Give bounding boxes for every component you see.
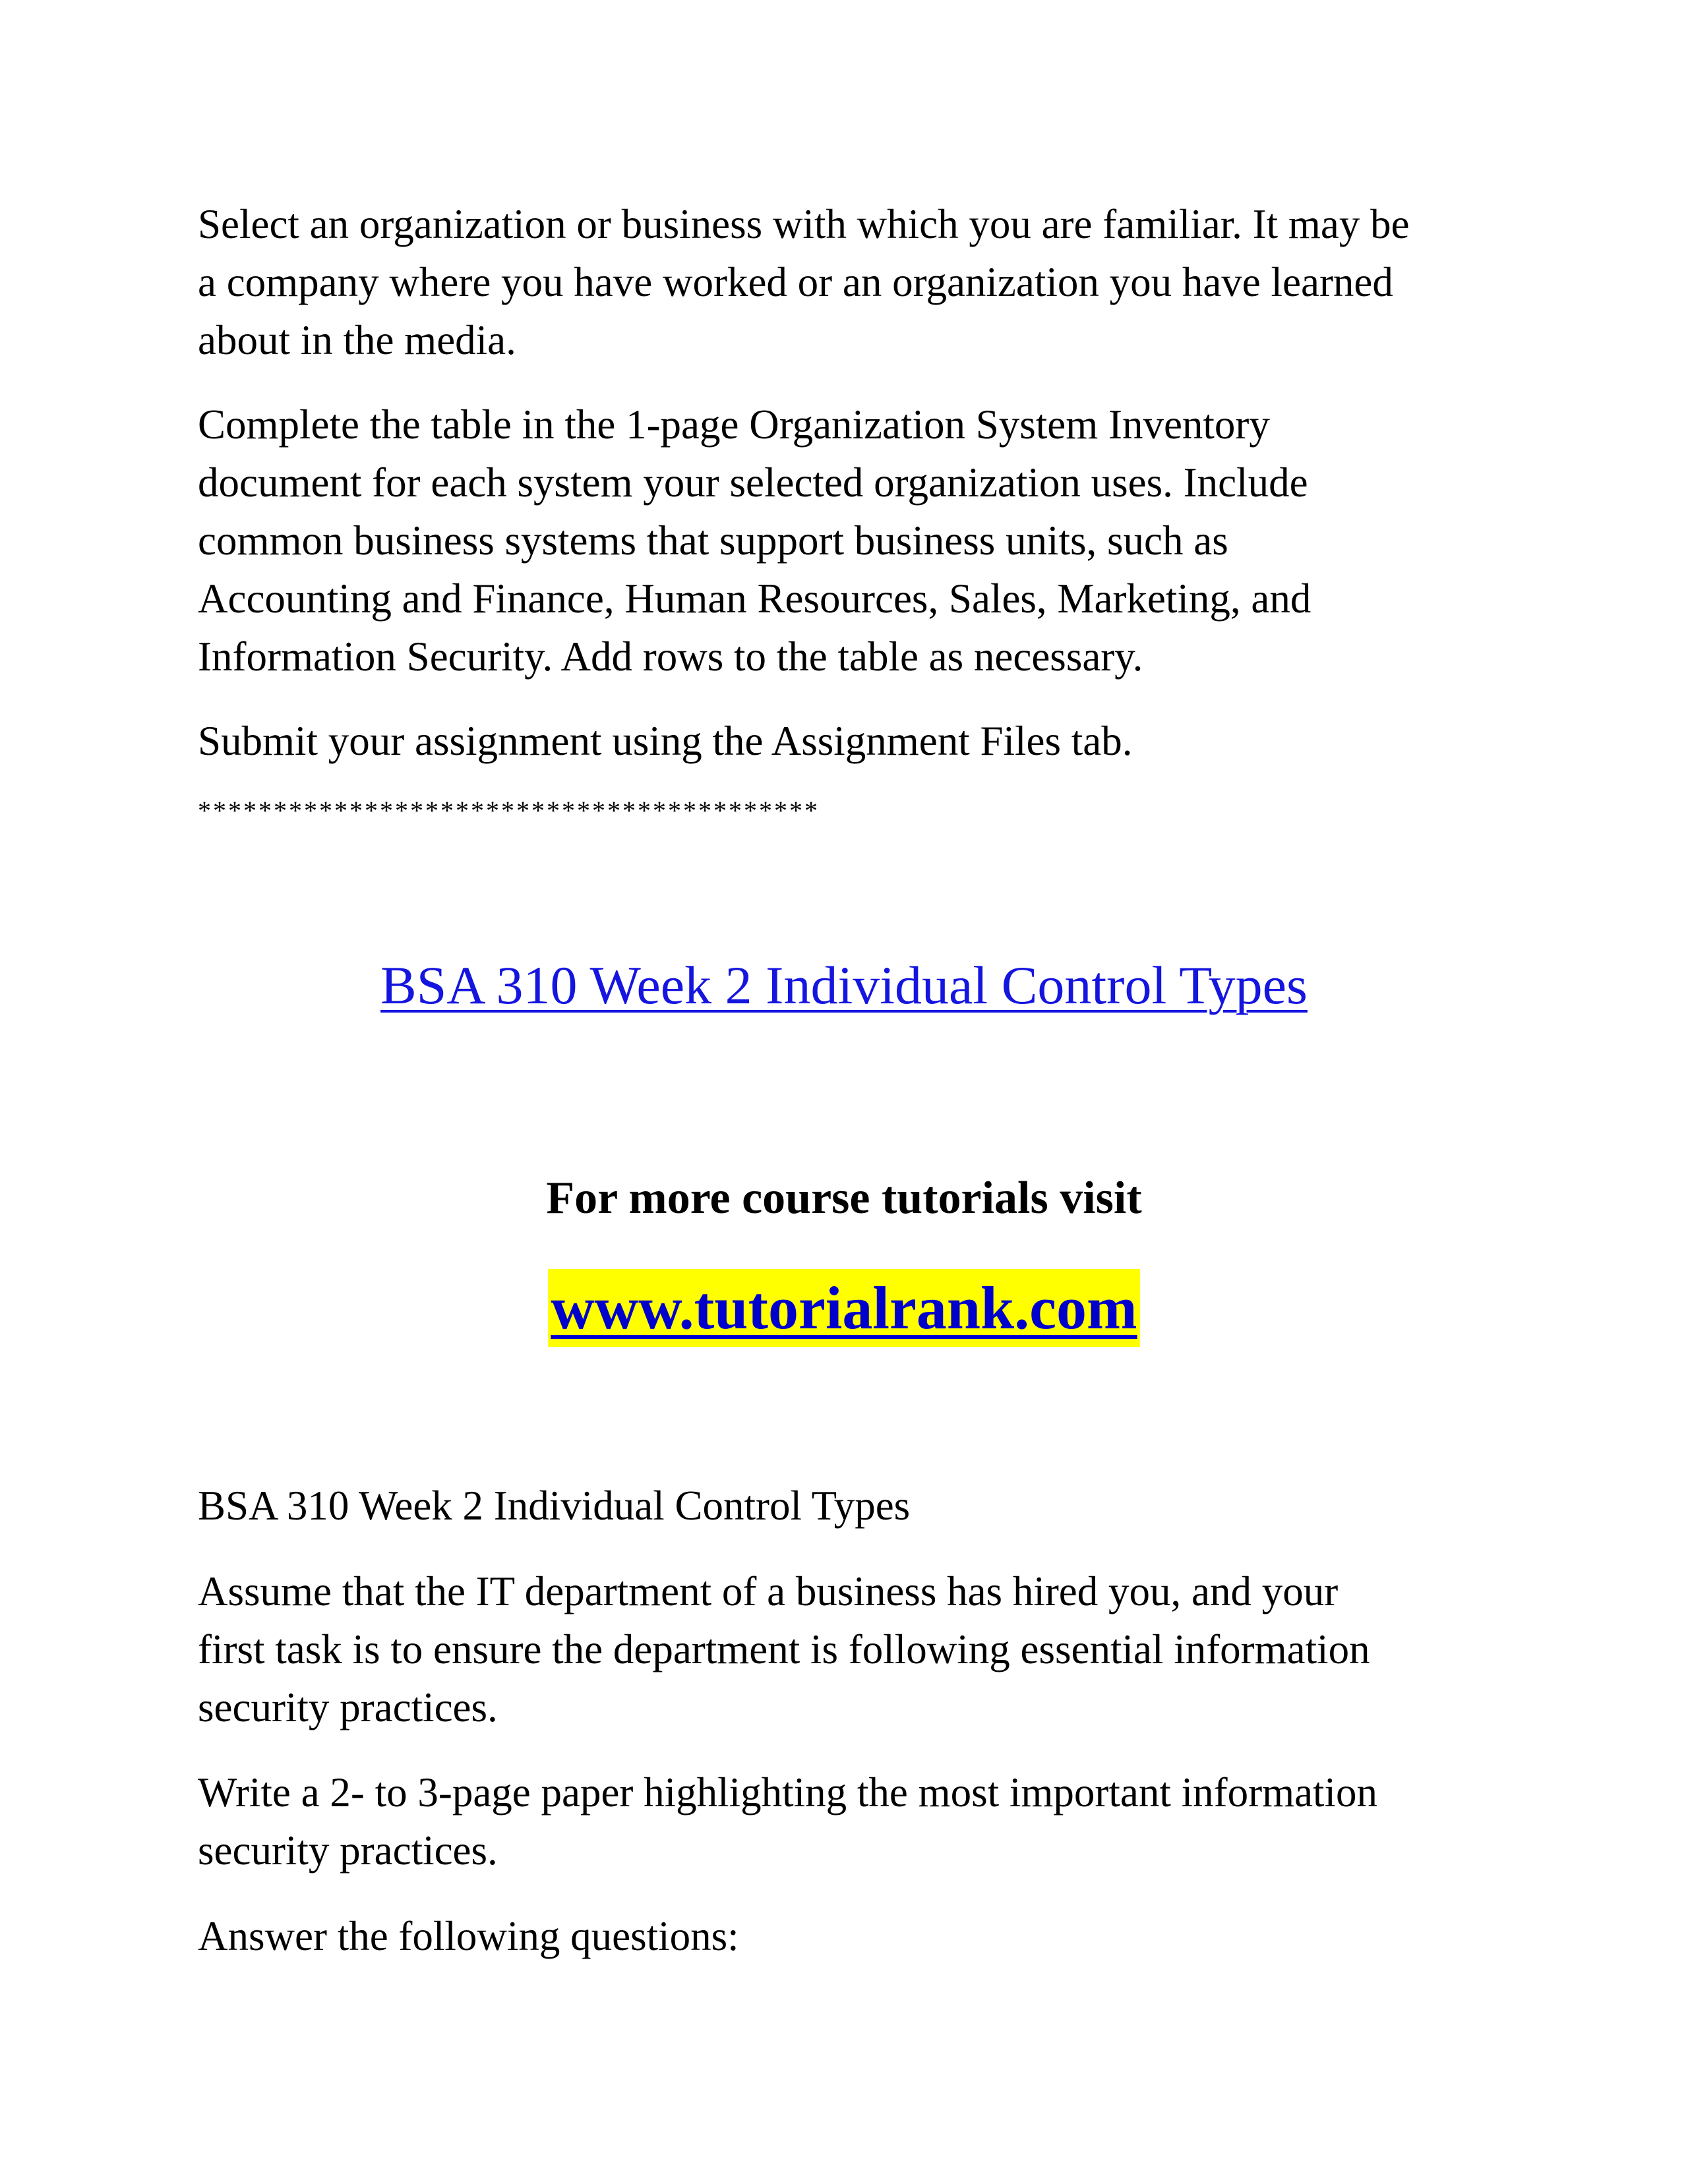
questions-paragraph (198, 1907, 1490, 1965)
section-title-link[interactable]: BSA 310 Week 2 Individual Control Types (380, 955, 1308, 1015)
text-line: Answer the following questions: (198, 1913, 739, 1959)
text-line: first task is to ensure the department is following essential information (198, 1626, 1370, 1672)
promo-url-link[interactable]: www.tutorialrank.com (548, 1269, 1139, 1347)
text-line: security practices. (198, 1684, 498, 1730)
instructions-paragraph (198, 396, 1490, 686)
text-line: common business systems that support business units, such as (198, 517, 1228, 564)
paper-paragraph (198, 1763, 1490, 1879)
text-line: document for each system your selected organization uses. Include (198, 459, 1308, 506)
text-line: Select an organization or business with which you are familiar. It may be (198, 201, 1410, 247)
text-line: BSA 310 Week 2 Individual Control Types (198, 1483, 911, 1529)
text-line: a company where you have worked or an organization you have learned (198, 259, 1393, 305)
text-line: Write a 2- to 3-page paper highlighting the most important information (198, 1769, 1378, 1815)
promo-url-container (0, 1269, 1688, 1347)
submit-paragraph (198, 712, 1490, 770)
intro-paragraph (198, 195, 1490, 369)
text-line: Accounting and Finance, Human Resources, Sales, Marketing, and (198, 576, 1311, 622)
text-line: Submit your assignment using the Assignment Files tab. (198, 718, 1133, 764)
text-line: Assume that the IT department of a business has hired you, and your (198, 1568, 1339, 1614)
separator-stars: ***************************************** (198, 796, 820, 825)
text-line: Information Security. Add rows to the table as necessary. (198, 634, 1143, 680)
text-line: security practices. (198, 1827, 498, 1874)
text-line: about in the media. (198, 317, 516, 363)
section-title-text (198, 1477, 1490, 1535)
promo-heading: For more course tutorials visit (546, 1173, 1142, 1224)
text-line: Complete the table in the 1-page Organization System Inventory (198, 401, 1270, 448)
assumption-paragraph (198, 1562, 1490, 1736)
